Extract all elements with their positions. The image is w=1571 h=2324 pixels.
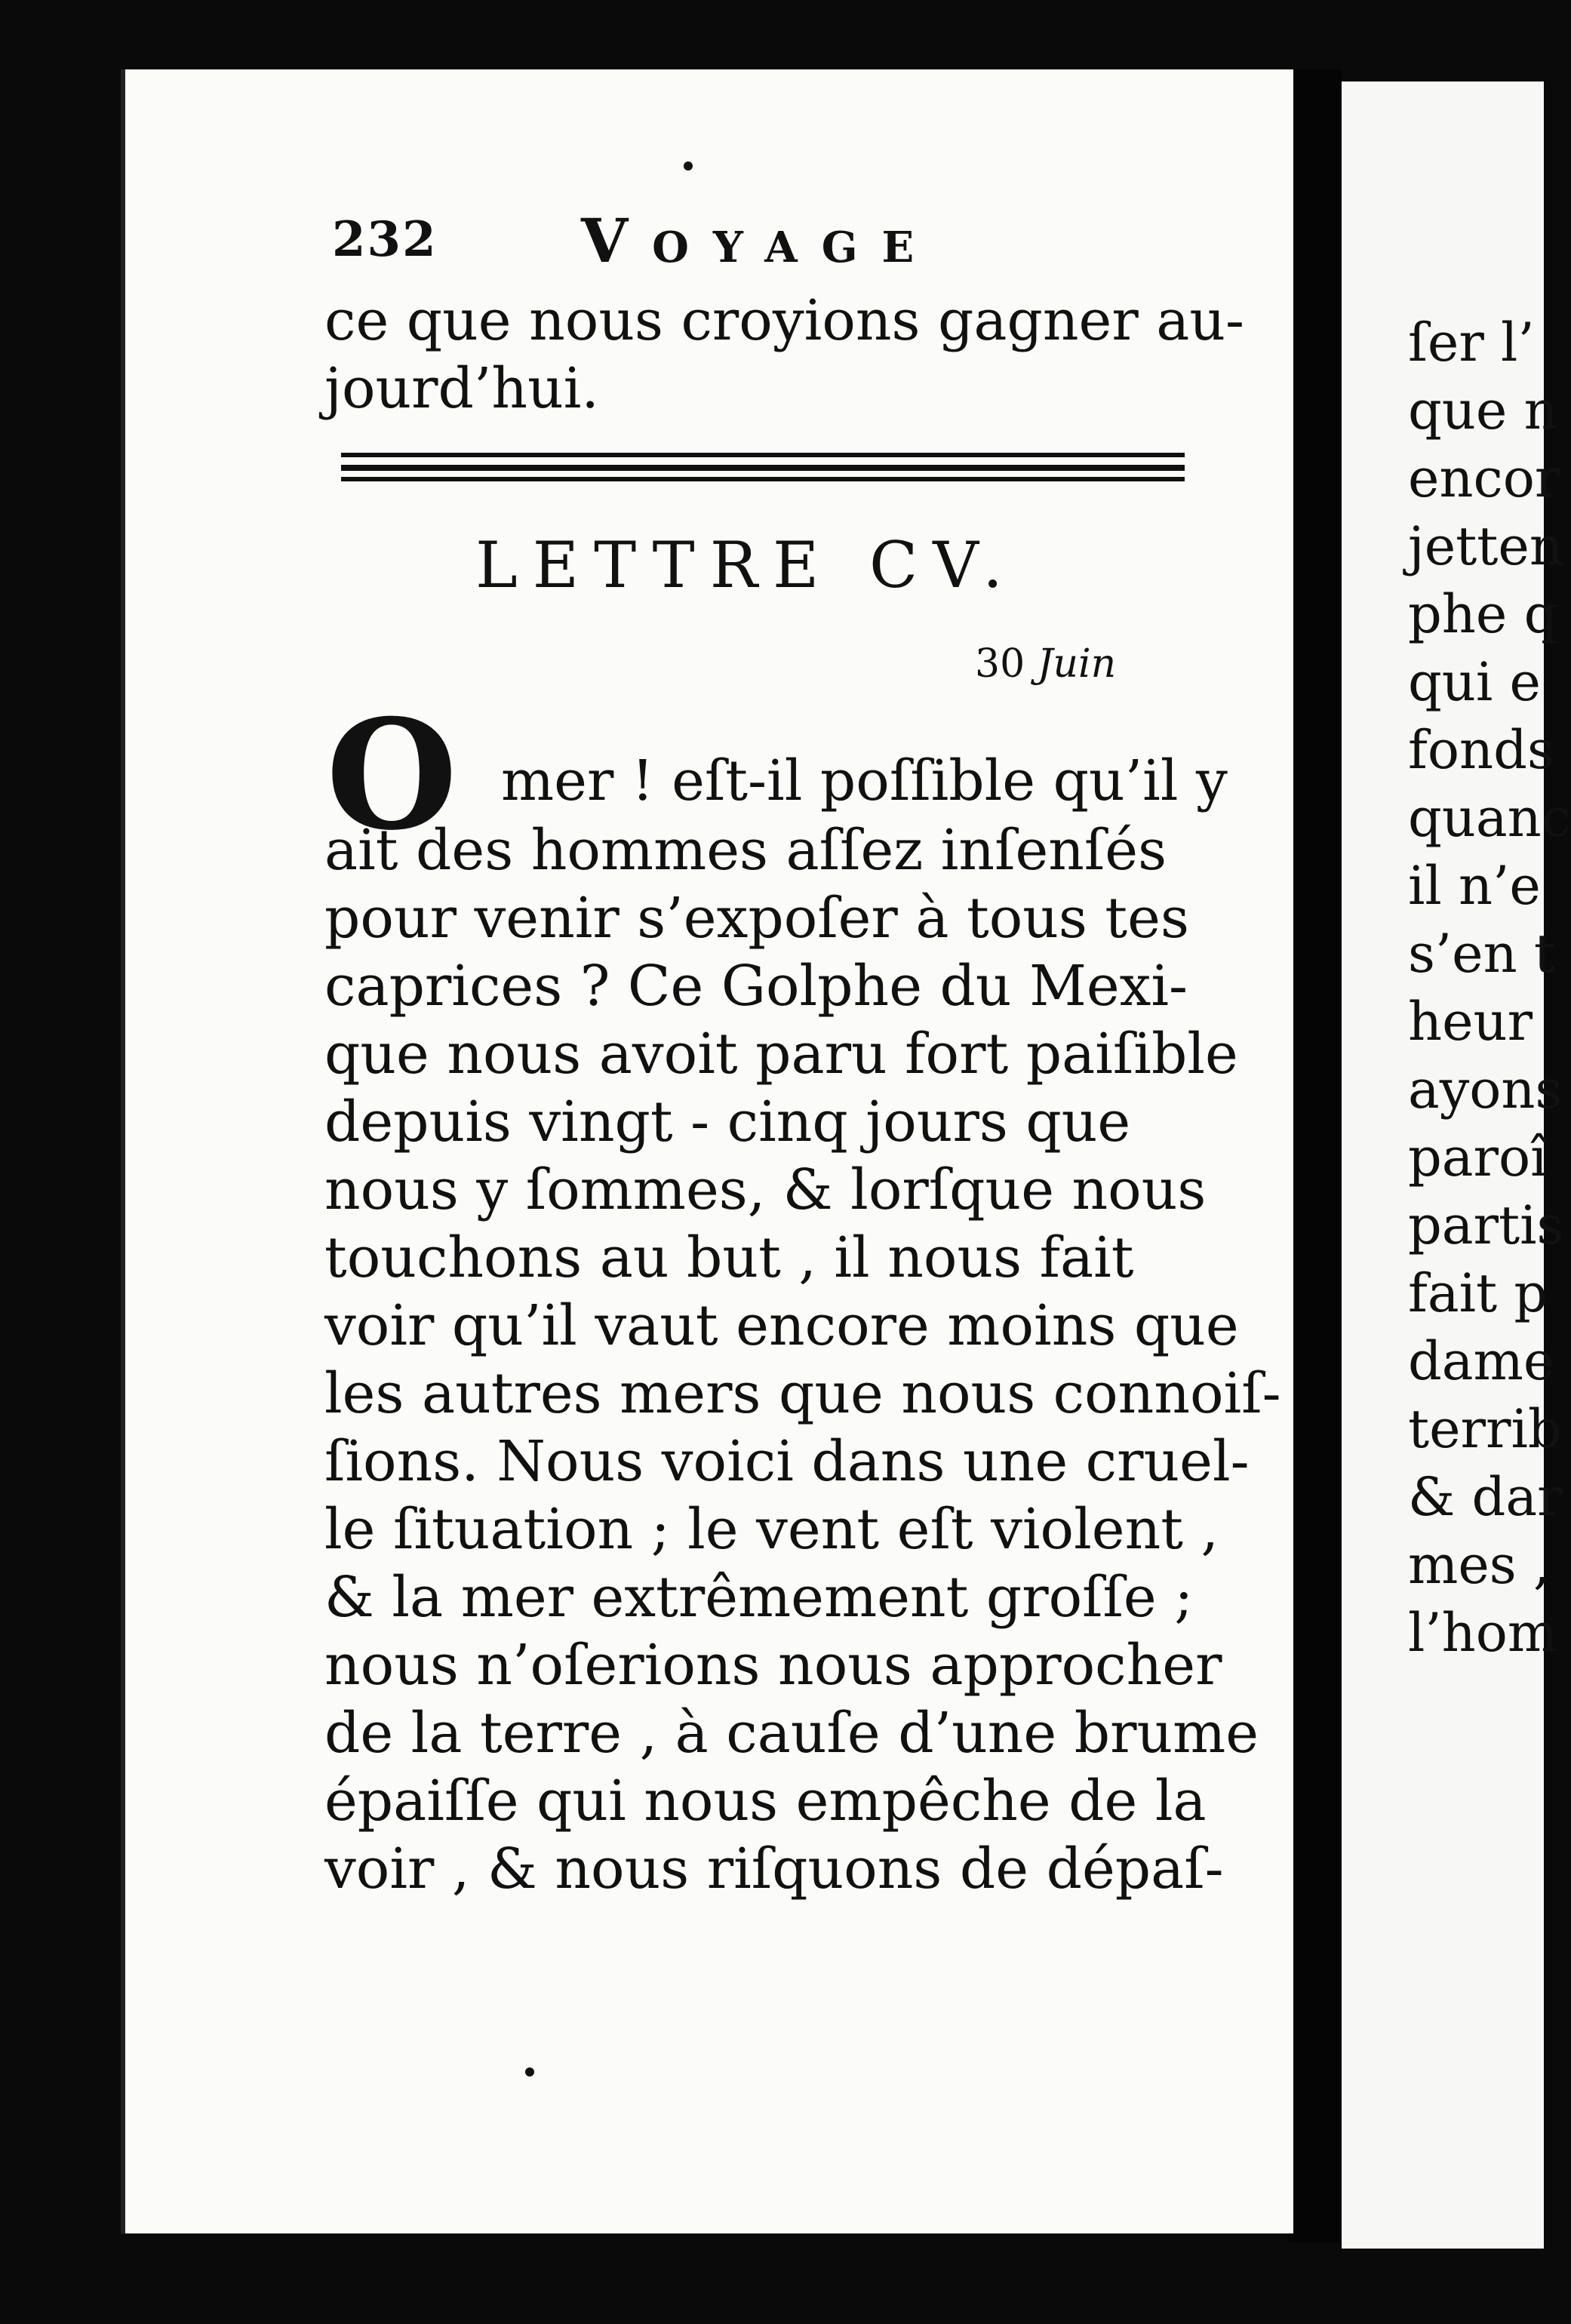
text-line: quanc xyxy=(1408,787,1571,849)
text-line: nous n’oſerions nous approcher xyxy=(324,1633,1222,1698)
text-line: depuis vingt - cinq jours que xyxy=(324,1090,1131,1154)
text-line: fonds xyxy=(1408,719,1554,781)
section-rule xyxy=(341,453,1185,481)
letter-date xyxy=(975,641,1116,687)
text-line: jourd’hui. xyxy=(324,356,599,421)
text-line: que n xyxy=(1408,380,1558,441)
text-line: mer ! eſt-il poſſible qu’il y xyxy=(501,749,1228,813)
drop-cap: O xyxy=(326,687,458,864)
text-line: touchons au but , il nous fait xyxy=(324,1225,1134,1290)
running-header xyxy=(332,205,1215,278)
text-line: & la mer extrêmement groſſe ; xyxy=(324,1565,1194,1630)
page-number: 232 xyxy=(332,211,438,268)
first-line xyxy=(501,747,1228,815)
text-line: pour venir s’expoſer à tous tes xyxy=(324,886,1189,951)
carry-over-text xyxy=(324,287,1245,423)
letter-title: LETTRE CV. xyxy=(475,528,1018,602)
date-month: Juin xyxy=(1037,641,1117,687)
text-line: il n’e xyxy=(1408,855,1541,917)
text-line: épaiſſe qui nous empêche de la xyxy=(324,1769,1207,1834)
text-line: partis xyxy=(1408,1194,1564,1256)
text-line: fait p xyxy=(1408,1262,1548,1324)
text-line: s’en t xyxy=(1408,923,1556,985)
paper-speck xyxy=(525,2067,534,2077)
text-line: ſions. Nous voici dans une cruel- xyxy=(324,1429,1250,1494)
text-line: terrib xyxy=(1408,1398,1562,1460)
text-line: que nous avoit paru fort paiſible xyxy=(324,1022,1238,1087)
paper-speck xyxy=(684,161,693,171)
letter-body xyxy=(324,816,1281,1903)
text-line: caprices ? Ce Golphe du Mexi- xyxy=(324,954,1188,1019)
text-line: heur xyxy=(1408,991,1533,1053)
text-line: ce que nous croyions gagner au- xyxy=(324,288,1245,353)
book-gutter xyxy=(1289,69,1342,2243)
text-line: voir , & nous riſquons de dépaſ- xyxy=(324,1837,1224,1901)
running-head-title: Voyage xyxy=(581,205,939,276)
text-line: paroî xyxy=(1408,1127,1548,1188)
text-line: l’hom xyxy=(1408,1602,1558,1664)
text-line: phe q xyxy=(1408,583,1558,645)
text-line: qui e xyxy=(1408,651,1541,713)
text-line: encor xyxy=(1408,447,1560,509)
facing-page-text xyxy=(1408,309,1571,1668)
text-line: dame xyxy=(1408,1330,1555,1392)
text-line: ayons xyxy=(1408,1059,1563,1120)
text-line: mes , xyxy=(1408,1534,1551,1596)
text-line: nous y ſommes, & lorſque nous xyxy=(324,1157,1207,1222)
text-line: le ſituation ; le vent eſt violent , xyxy=(324,1497,1219,1562)
text-line: & dar xyxy=(1408,1466,1563,1528)
text-line: ait des hommes aſſez inſenſés xyxy=(324,818,1167,883)
text-line: voir qu’il vaut encore moins que xyxy=(324,1293,1239,1358)
text-line: jetten xyxy=(1408,515,1563,577)
date-day: 30 xyxy=(975,641,1025,687)
text-line: ſer l’ xyxy=(1408,312,1535,374)
text-line: de la terre , à cauſe d’une brume xyxy=(324,1701,1259,1766)
text-line: les autres mers que nous connoiſ- xyxy=(324,1361,1281,1426)
